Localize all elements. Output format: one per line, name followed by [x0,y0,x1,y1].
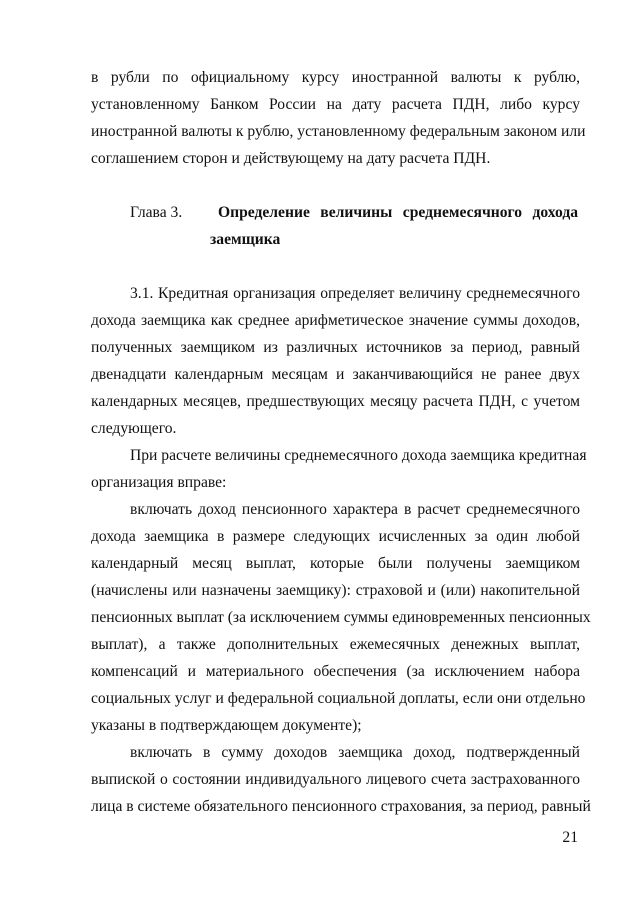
text-line: (начислены или назначены заемщику): страховой и (или) накопительной [91,582,580,599]
text-line: компенсаций и материального обеспечения (за исключением набора [91,663,580,680]
text-line: выпиской о состоянии индивидуального лицевого счета застрахованного [91,771,580,788]
text-line: иностранной валюты к рублю, установленному федеральным законом или [91,123,586,140]
text-line: в рубли по официальному курсу иностранной валюты к рублю, [91,69,580,86]
paragraph-first-line: При расчете величины среднемесячного дохода заемщика кредитная [130,447,587,464]
chapter-label: Глава 3. [130,204,183,221]
text-line: дохода заемщика как среднее арифметическое значение суммы доходов, [91,312,580,329]
text-line: организация вправе: [91,474,227,491]
section-3-1-first-line: 3.1. Кредитная организация определяет величину среднемесячного [130,285,580,302]
text-line: календарных месяцев, предшествующих месяцу расчета ПДН, с учетом [91,393,580,410]
paragraph-first-line: включать доход пенсионного характера в расчет среднемесячного [130,501,580,518]
text-line: следующего. [91,420,177,437]
page-number: 21 [562,829,578,846]
text-line: лица в системе обязательного пенсионного страхования, за период, равный [91,798,591,815]
text-line: установленному Банком России на дату расчета ПДН, либо курсу [91,96,580,113]
chapter-title: Определение величины среднемесячного дохода [218,204,578,221]
text-line: календарный месяц выплат, которые были получены заемщиком [91,555,580,572]
text-line: соглашением сторон и действующему на дату расчета ПДН. [91,150,491,167]
text-line: социальных услуг и федеральной социальной доплаты, если они отдельно [91,690,586,707]
text-line: указаны в подтверждающем документе); [91,717,362,734]
text-line: полученных заемщиком из различных источников за период, равный [91,339,580,356]
chapter-title-continuation: заемщика [210,231,281,248]
paragraph-first-line: включать в сумму доходов заемщика доход, подтвержденный [130,744,580,761]
text-line: выплат), а также дополнительных ежемесячных денежных выплат, [91,636,580,653]
text-line: пенсионных выплат (за исключением суммы единовременных пенсионных [91,609,591,626]
text-line: двенадцати календарным месяцам и заканчивающийся не ранее двух [91,366,580,383]
text-line: дохода заемщика в размере следующих исчисленных за один любой [91,528,580,545]
